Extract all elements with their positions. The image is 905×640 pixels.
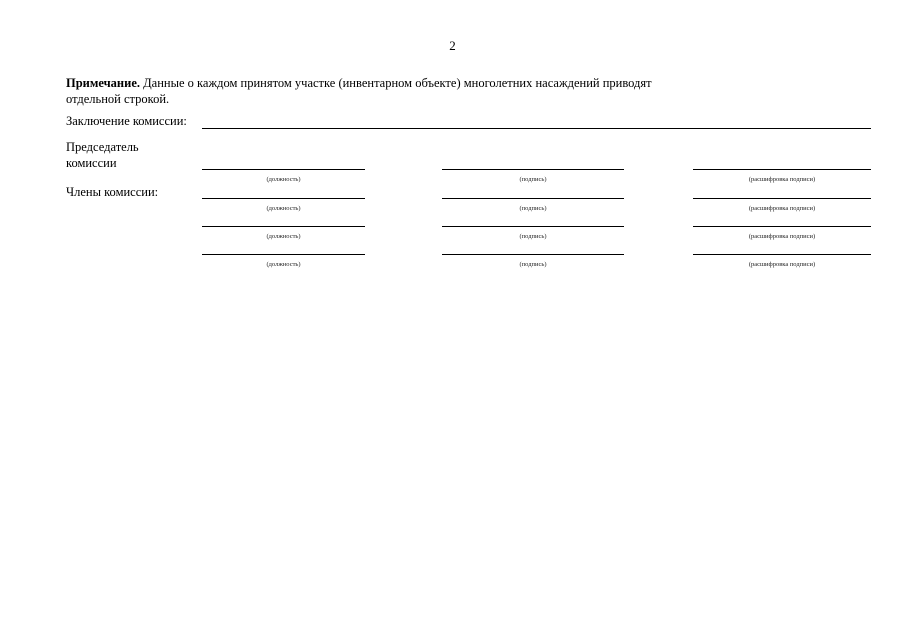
member2-decoding-caption: (расшифровка подписи) bbox=[748, 233, 816, 240]
member1-position-line bbox=[202, 198, 365, 199]
note-bold-label: Примечание. bbox=[66, 76, 141, 90]
chair-signature-line bbox=[442, 169, 624, 170]
conclusion-label: Заключение комиссии: bbox=[66, 114, 187, 128]
member3-signature-line bbox=[442, 254, 624, 255]
member2-signature-line bbox=[442, 226, 624, 227]
member1-signature-line bbox=[442, 198, 624, 199]
member3-signature-caption: (подпись) bbox=[519, 261, 547, 268]
note-paragraph bbox=[66, 75, 706, 107]
member1-decoding-caption: (расшифровка подписи) bbox=[748, 205, 816, 212]
member2-signature-caption: (подпись) bbox=[519, 233, 547, 240]
conclusion-line bbox=[202, 128, 871, 129]
member3-decoding-caption: (расшифровка подписи) bbox=[748, 261, 816, 268]
chair-position-caption: (должность) bbox=[266, 176, 301, 183]
member2-decoding-line bbox=[693, 226, 871, 227]
chair-decoding-line bbox=[693, 169, 871, 170]
members-label: Члены комиссии: bbox=[66, 185, 159, 199]
member2-position-line bbox=[202, 226, 365, 227]
note-text: Данные о каждом принятом участке (инвентарном объекте) многолетних насаждений приводят отдельной строкой. bbox=[66, 76, 652, 106]
chair-position-line bbox=[202, 169, 365, 170]
member3-position-caption: (должность) bbox=[266, 261, 301, 268]
page-number: 2 bbox=[449, 38, 456, 53]
member3-decoding-line bbox=[693, 254, 871, 255]
member2-position-caption: (должность) bbox=[266, 233, 301, 240]
chair-decoding-caption: (расшифровка подписи) bbox=[748, 176, 816, 183]
member1-decoding-line bbox=[693, 198, 871, 199]
member1-signature-caption: (подпись) bbox=[519, 205, 547, 212]
chair-label: Председатель комиссии bbox=[66, 140, 139, 170]
member3-position-line bbox=[202, 254, 365, 255]
member1-position-caption: (должность) bbox=[266, 205, 301, 212]
chair-signature-caption: (подпись) bbox=[519, 176, 547, 183]
